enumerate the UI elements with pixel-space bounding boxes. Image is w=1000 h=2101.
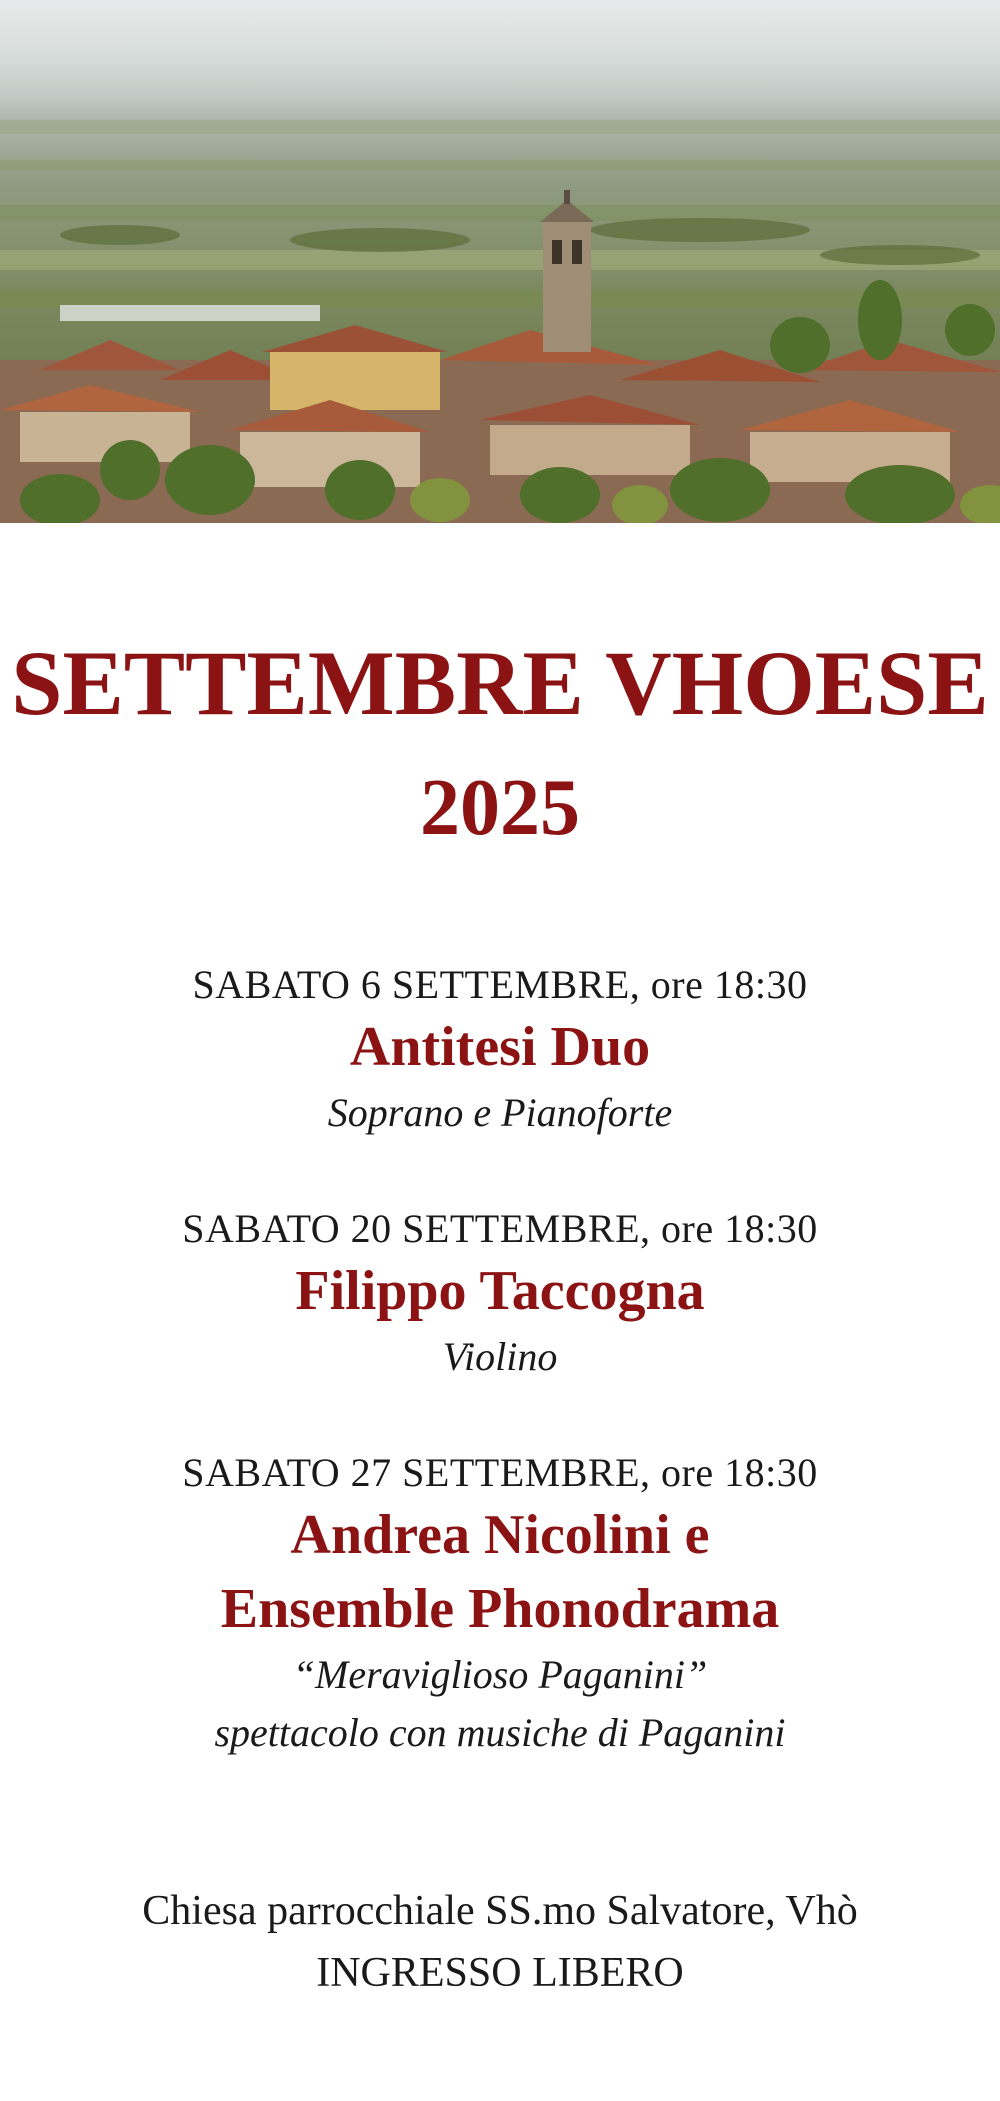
event-performer-line-1: Andrea Nicolini e bbox=[290, 1504, 710, 1566]
venue-location: Chiesa parrocchiale SS.mo Salvatore, Vhò bbox=[142, 1888, 858, 1934]
event-1 bbox=[0, 960, 1000, 1142]
poster-title: SETTEMBRE VHOESE bbox=[11, 632, 989, 734]
hero-photo-village bbox=[0, 0, 1000, 523]
admission-note: INGRESSO LIBERO bbox=[316, 1950, 684, 1996]
event-description-line-2: spettacolo con musiche di Paganini bbox=[214, 1710, 786, 1755]
event-3 bbox=[0, 1448, 1000, 1762]
event-description-line-1: “Meraviglioso Paganini” bbox=[292, 1652, 708, 1697]
event-description: Violino bbox=[442, 1334, 558, 1379]
event-date: SABATO 20 SETTEMBRE, ore 18:30 bbox=[182, 1206, 818, 1251]
poster-year: 2025 bbox=[420, 764, 580, 852]
event-performer: Filippo Taccogna bbox=[295, 1260, 705, 1322]
event-2 bbox=[0, 1204, 1000, 1386]
event-date: SABATO 27 SETTEMBRE, ore 18:30 bbox=[182, 1450, 818, 1495]
event-date: SABATO 6 SETTEMBRE, ore 18:30 bbox=[192, 962, 808, 1007]
event-performer: Antitesi Duo bbox=[349, 1016, 651, 1078]
event-performer-line-2: Ensemble Phonodrama bbox=[220, 1578, 780, 1640]
venue-info bbox=[0, 1880, 1000, 2004]
event-description: Soprano e Pianoforte bbox=[327, 1090, 673, 1135]
